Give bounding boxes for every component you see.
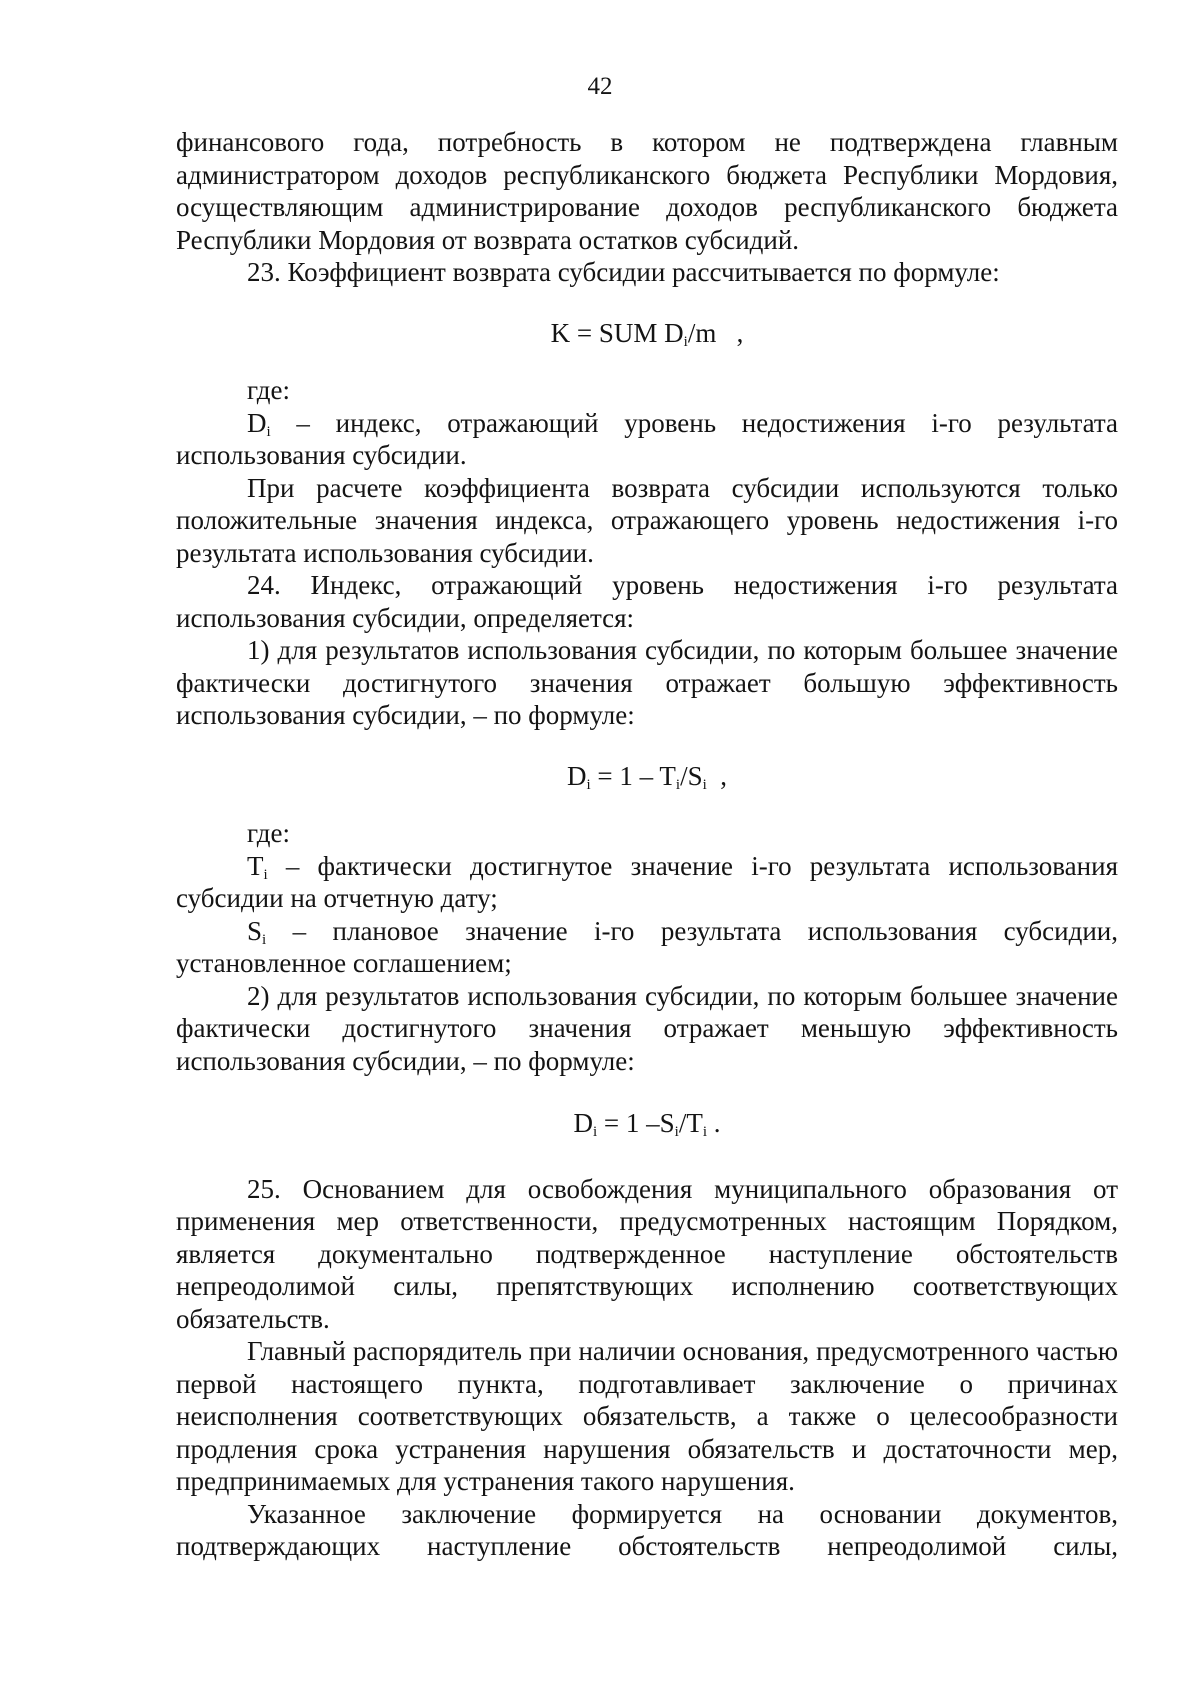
formula-k: K = SUM $D_i/m$ , bbox=[550, 317, 744, 350]
document-body bbox=[176, 126, 1118, 1563]
page-number: 42 bbox=[587, 73, 613, 100]
formula-di-2: $D_i = 1$ $-S_i/T_i$ . bbox=[573, 1108, 721, 1140]
list-item-1: 1) для результатов использования субсидии, по которым большее значение фактически достигнутого значения отражает большую эффективность использования субсидии, – по формуле: bbox=[176, 635, 1118, 730]
where-label-2: где: bbox=[247, 818, 290, 848]
paragraph-25: 25. Основанием для освобождения муниципального образования от применения мер ответственности, предусмотренных настоящим Порядком, является документально подтвержденное наступление обстоятельств непреодолимой силы, препятствующих исполнению соответствующих обязательств. bbox=[176, 1173, 1118, 1334]
paragraph-calculation: При расчете коэффициента возврата субсидии используются только положительные значения индекса, отражающего уровень недостижения i-го результата использования субсидии. bbox=[176, 472, 1118, 568]
paragraph-main-manager: Главный распорядитель при наличии основания, предусмотренного частью первой настоящего пункта, подготавливает заключение о причинах неисполнения соответствующих обязательств, а также о целесообразности продления срока устранения нарушения обязательств и достаточности мер, предпринимаемых для устранения такого нарушения. bbox=[176, 1336, 1118, 1496]
paragraph-24: 24. Индекс, отражающий уровень недостижения i-го результата использования субсидии, определяется: bbox=[176, 570, 1118, 633]
where-label-1: где: bbox=[247, 375, 290, 405]
formula-di-1: $D_i = 1 - T_i/S_i$ , bbox=[566, 760, 728, 793]
definition-si: $S_i$ – плановое значение i-го результата использования субсидии, установленное соглашением; bbox=[176, 915, 1118, 978]
paragraph-23: 23. Коэффициент возврата субсидии рассчитывается по формуле: bbox=[247, 257, 1000, 287]
list-item-2: 2) для результатов использования субсидии, по которым большее значение фактически достигнутого значения отражает меньшую эффективность использования субсидии, – по формуле: bbox=[176, 980, 1118, 1076]
paragraph-last: Указанное заключение формируется на основании документов, подтверждающих наступление обстоятельств непреодолимой силы, bbox=[176, 1498, 1118, 1561]
definition-di: $D_i$ – индекс, отражающий уровень недостижения i-го результата использования субсидии. bbox=[176, 407, 1118, 470]
definition-ti: $T_i$ – фактически достигнутое значение i-го результата использования субсидии на отчетную дату; bbox=[176, 850, 1118, 913]
paragraph-continuation: финансового года, потребность в котором не подтверждена главным администратором доходов республиканского бюджета Республики Мордовия, осуществляющим администрирование доходов республиканского бюджета Республики Мордовия от возврата остатков субсидий. bbox=[176, 127, 1118, 255]
